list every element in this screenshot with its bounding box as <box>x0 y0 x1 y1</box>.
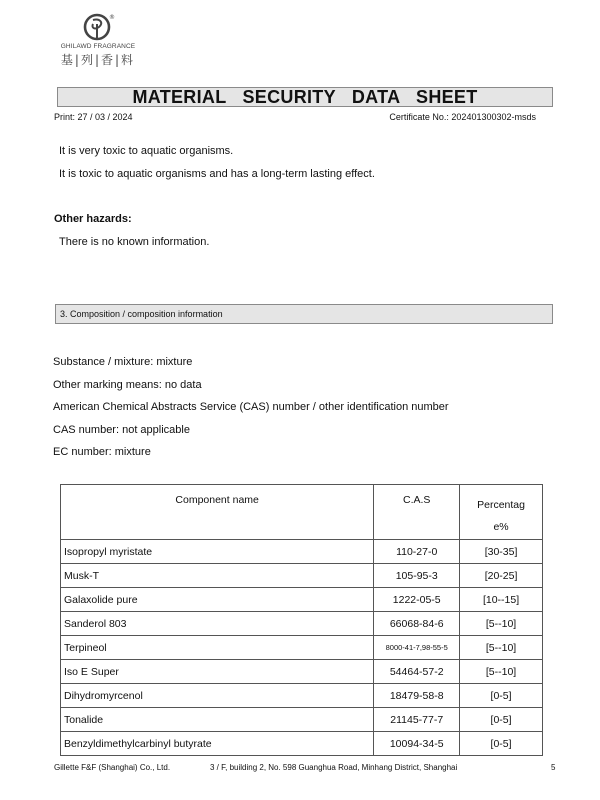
table-row <box>61 684 543 708</box>
component-name: Galaxolide pure <box>61 588 374 612</box>
header-percentage <box>460 485 543 540</box>
logo-chinese-name: 基|列|香|料 <box>60 53 136 67</box>
document-title-bar <box>57 87 553 107</box>
cas-service-line: American Chemical Abstracts Service (CAS) number / other identification number <box>53 401 449 413</box>
component-name: Terpineol <box>61 636 374 660</box>
header-component-name: Component name <box>61 485 374 540</box>
table-row <box>61 732 543 756</box>
other-hazards-text: There is no known information. <box>59 236 210 248</box>
component-percentage: [10--15] <box>460 588 543 612</box>
registered-mark: ® <box>109 14 115 21</box>
component-percentage: [0-5] <box>460 708 543 732</box>
header-percentage-line2: e% <box>493 521 509 533</box>
component-cas: 21145-77-7 <box>374 708 460 732</box>
component-percentage: [5--10] <box>460 636 543 660</box>
component-percentage: [5--10] <box>460 660 543 684</box>
other-marking-line: Other marking means: no data <box>53 379 202 391</box>
component-percentage: [30-35] <box>460 540 543 564</box>
table-header-row <box>61 485 543 540</box>
component-name: Benzyldimethylcarbinyl butyrate <box>61 732 374 756</box>
cas-number-line: CAS number: not applicable <box>53 424 190 436</box>
component-name: Sanderol 803 <box>61 612 374 636</box>
composition-table <box>60 484 543 756</box>
hazard-line-1: It is very toxic to aquatic organisms. <box>59 145 234 157</box>
component-name: Iso E Super <box>61 660 374 684</box>
table-row <box>61 564 543 588</box>
table-row <box>61 612 543 636</box>
section-3-heading: 3. Composition / composition information <box>55 304 553 324</box>
component-cas: 105-95-3 <box>374 564 460 588</box>
component-cas: 10094-34-5 <box>374 732 460 756</box>
table-row <box>61 708 543 732</box>
header-cas: C.A.S <box>374 485 460 540</box>
print-date: Print: 27 / 03 / 2024 <box>54 112 133 122</box>
logo-mark-icon <box>80 12 116 42</box>
document-title: MATERIAL SECURITY DATA SHEET <box>132 87 478 107</box>
component-name: Isopropyl myristate <box>61 540 374 564</box>
company-logo <box>56 12 140 68</box>
certificate-number: Certificate No.: 202401300302-msds <box>389 112 536 122</box>
component-percentage: [5--10] <box>460 612 543 636</box>
component-cas: 110-27-0 <box>374 540 460 564</box>
component-percentage: [0-5] <box>460 684 543 708</box>
ec-number-line: EC number: mixture <box>53 446 151 458</box>
component-cas: 66068-84-6 <box>374 612 460 636</box>
component-cas: 54464-57-2 <box>374 660 460 684</box>
component-name: Dihydromyrcenol <box>61 684 374 708</box>
component-cas: 1222-05-5 <box>374 588 460 612</box>
component-name: Musk-T <box>61 564 374 588</box>
component-cas: 8000-41-7,98-55-5 <box>374 636 460 660</box>
header-percentage-line1: Percentag <box>477 499 525 511</box>
other-hazards-heading: Other hazards: <box>54 213 132 225</box>
table-row <box>61 660 543 684</box>
component-percentage: [20-25] <box>460 564 543 588</box>
substance-line: Substance / mixture: mixture <box>53 356 193 368</box>
component-name: Tonalide <box>61 708 374 732</box>
footer-page-number: 5 <box>551 763 556 772</box>
table-row <box>61 540 543 564</box>
footer-company: Gillette F&F (Shanghai) Co., Ltd. <box>54 763 171 772</box>
footer-address: 3 / F, building 2, No. 598 Guanghua Road, Minhang District, Shanghai <box>210 763 458 772</box>
hazard-line-2: It is toxic to aquatic organisms and has a long-term lasting effect. <box>59 168 375 180</box>
table-row <box>61 588 543 612</box>
component-percentage: [0-5] <box>460 732 543 756</box>
logo-brand-name: GHILAWD FRAGRANCE <box>60 43 136 50</box>
component-cas: 18479-58-8 <box>374 684 460 708</box>
table-row <box>61 636 543 660</box>
